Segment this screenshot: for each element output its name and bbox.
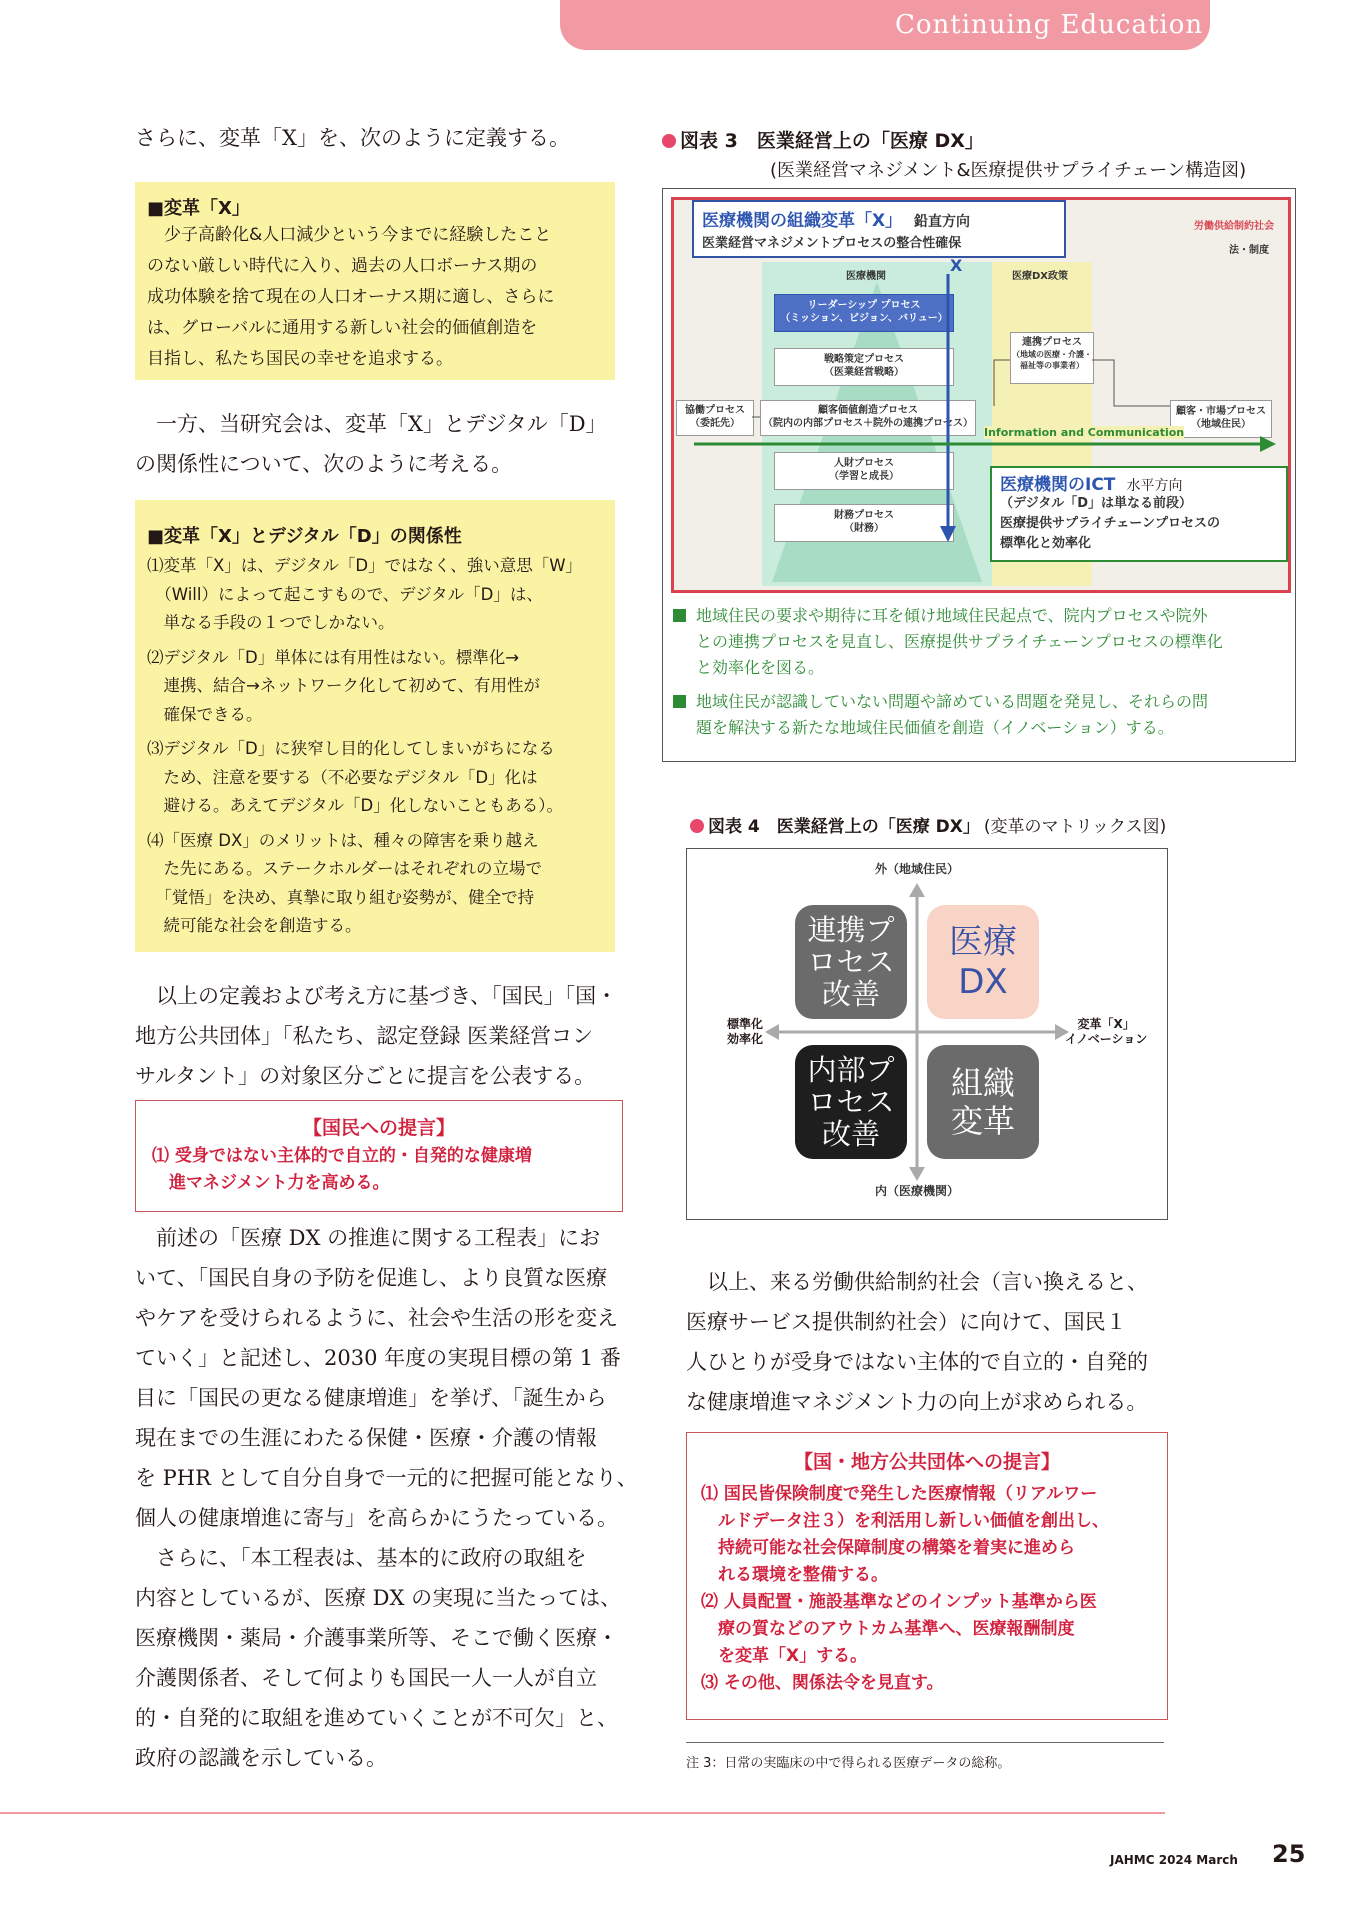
- text-line: 地方公共団体」「私たち、認定登録 医業経営コン: [135, 1024, 594, 1048]
- dx-policy-label: 医療DX政策: [1012, 271, 1069, 282]
- relationship-line: ⑶デジタル「D」に狭窄し目的化してしまいがちになる: [147, 739, 555, 758]
- definition-title: ■変革「X」: [147, 198, 250, 219]
- fig3-note-line: と効率化を図る。: [696, 658, 825, 677]
- axis-top-label: 外（地域住民）: [874, 862, 959, 876]
- leadership-line: リーダーシップ プロセス: [807, 300, 921, 311]
- proposal-line: ⑴ 受身ではない主体的で自立的・自発的な健康増: [152, 1146, 532, 1166]
- org-transform-main: 医療機関の組織変革「X」: [702, 211, 903, 231]
- proposal-line: を変革「X」する。: [701, 1646, 868, 1666]
- org-transform-sub: 医業経営マネジメントプロセスの整合性確保: [702, 236, 962, 251]
- fig4-frame: [686, 848, 1168, 1220]
- text-line: 前述の「医療 DX の推進に関する工程表」にお: [135, 1226, 601, 1250]
- relationship-line: 連携、結合→ネットワーク化して初めて、有用性が: [147, 676, 540, 695]
- definition-line: は、グローバルに通用する新しい社会的価値創造を: [147, 318, 538, 338]
- relationship-title: ■変革「X」とデジタル「D」の関係性: [147, 526, 462, 547]
- proposal-line: 持続可能な社会保障制度の構築を着実に進めら: [701, 1538, 1075, 1558]
- text-line: 現在までの生涯にわたる保健・医療・介護の情報: [135, 1426, 597, 1450]
- collab-line: （委託先）: [690, 418, 740, 429]
- relationship-line: 単なる手段の１つでしかない。: [147, 613, 395, 632]
- finance-line: 財務プロセス: [834, 510, 894, 521]
- hr-line: （学習と成長）: [829, 471, 899, 482]
- strategy-line: 戦略策定プロセス: [824, 354, 904, 365]
- relationship-line: ため、注意を要する（不必要なデジタル「D」化は: [147, 767, 538, 787]
- proposal-line: ルドデータ注３）を利活用し新しい価値を創出し、: [701, 1511, 1109, 1531]
- definition-line: 少子高齢化&人口減少という今までに経験したこと: [147, 225, 552, 245]
- right-paragraph: [686, 1262, 1166, 1422]
- relationship-line: ⑷「医療 DX」のメリットは、種々の障害を乗り越え: [147, 830, 539, 850]
- proposal-line: ⑵ 人員配置・施設基準などのインプット基準から医: [701, 1592, 1097, 1612]
- liaison-line: 連携プロセス: [1022, 337, 1082, 348]
- axis-right-label: [1065, 1017, 1147, 1047]
- footnote: 注 3：日常の実臨床の中で得られる医療データの総称。: [686, 1756, 1011, 1771]
- proposal-line: れる環境を整備する。: [701, 1565, 888, 1585]
- text-line: さらに、「本工程表は、基本的に政府の取組を: [135, 1546, 587, 1570]
- citizen-proposal-title: 【国民への提言】: [302, 1117, 455, 1139]
- text-line: いて、「国民自身の予防を促進し、より良質な医療: [135, 1266, 608, 1290]
- citizen-proposal-lines: [152, 1143, 532, 1197]
- text-line: 以上、来る労働供給制約社会（言い換えると、: [686, 1270, 1148, 1294]
- text-line: 医療機関・薬局・介護事業所等、そこで働く医療・: [135, 1626, 618, 1650]
- collab-line: 協働プロセス: [685, 405, 745, 416]
- quadrant-bottom-right: 組織 変革: [927, 1045, 1039, 1159]
- ict-line: 標準化と効率化: [1000, 536, 1092, 551]
- relationship-line: 続可能な社会を創造する。: [147, 916, 362, 935]
- text-line: ていく」と記述し、2030 年度の実現目標の第 1 番: [135, 1346, 621, 1370]
- text-line: な健康増進マネジメント力の向上が求められる。: [686, 1390, 1148, 1414]
- text-line: やケアを受けられるように、社会や生活の形を変え: [135, 1306, 618, 1330]
- axis-left-label: [727, 1017, 763, 1047]
- axis-left-line: 効率化: [727, 1032, 764, 1046]
- fig3-title-text: 図表 3 医業経営上の「医療 DX」: [680, 130, 984, 152]
- bullet-dot-icon: [662, 134, 676, 148]
- fig3-note-line: 題を解決する新たな地域住民価値を創造（イノベーション）する。: [696, 718, 1174, 737]
- text-line: 一方、当研究会は、変革「X」とデジタル「D」: [135, 412, 607, 436]
- fig3-note: 地域住民の要求や期待に耳を傾け地域住民起点で、院内プロセスや院外: [673, 603, 1223, 629]
- text-line: 個人の健康増進に寄与」を高らかにうたっている。: [135, 1506, 618, 1530]
- fig3-frame: [662, 188, 1296, 762]
- fig3-notes: [673, 603, 1223, 741]
- proposal-line: ⑶ その他、関係法令を見直す。: [701, 1673, 944, 1693]
- green-square-icon: [673, 695, 686, 708]
- quadrant-top-left: 連携プ ロセス 改善: [795, 905, 907, 1019]
- citizen-proposal-box: [135, 1100, 623, 1212]
- fig3-subtitle: (医業経営マネジメント&医療提供サプライチェーン構造図): [770, 160, 1247, 181]
- text-line: 的・自発的に取組を進めていくことが不可欠」と、: [135, 1706, 618, 1730]
- axis-right-line: イノベーション: [1065, 1032, 1148, 1046]
- liaison-line: 福祉等の事業者）: [1020, 361, 1084, 370]
- fig4-subtitle: (変革のマトリックス図): [983, 817, 1167, 837]
- definition-line: 成功体験を捨て現在の人口オーナス期に適し、さらに: [147, 287, 555, 307]
- paragraph-2: [135, 404, 615, 484]
- ict-main: 医療機関のICT: [1000, 475, 1116, 495]
- definition-line: 目指し、私たち国民の幸せを追求する。: [147, 349, 453, 369]
- relationship-line: 確保できる。: [147, 704, 263, 724]
- government-proposal-box: [686, 1432, 1168, 1720]
- ict-box: [990, 466, 1288, 562]
- axis-bottom-label: 内（医療機関）: [874, 1184, 959, 1198]
- government-proposal-title: 【国・地方公共団体への提言】: [793, 1451, 1060, 1473]
- text-line: 政府の認識を示している。: [135, 1746, 387, 1770]
- footer-divider: [0, 1812, 1165, 1814]
- hr-line: 人財プロセス: [834, 458, 894, 469]
- ict-dir: 水平方向: [1126, 478, 1183, 494]
- fig3-title: [662, 126, 984, 153]
- customer-line: 顧客・市場プロセス: [1176, 406, 1266, 417]
- value-line: （院内の内部プロセス＋院外の連携プロセス）: [763, 418, 973, 429]
- axis-right-line: 変革「X」: [1077, 1017, 1135, 1031]
- text-line: 介護関係者、そして何よりも国民一人一人が自立: [135, 1666, 597, 1690]
- leadership-line: （ミッション、ビジョン、バリュー）: [780, 313, 948, 324]
- footnote-divider: [686, 1742, 1164, 1743]
- fig3-diagram: [671, 197, 1291, 593]
- green-square-icon: [673, 609, 686, 622]
- relationship-line: ⑵デジタル「D」単体には有用性はない。標準化→: [147, 647, 520, 667]
- text-line: 以上の定義および考え方に基づき、「国民」「国・: [135, 984, 618, 1008]
- relationship-line: 避ける。あえてデジタル「D」化しないこともある）。: [147, 796, 563, 815]
- definition-box: [135, 182, 615, 380]
- law-label: 法・制度: [1229, 245, 1269, 256]
- ict-line: （デジタル「D」は単なる前段）: [1000, 496, 1193, 511]
- fig4-title: [690, 812, 1166, 837]
- text-line: の関係性について、次のように考える。: [135, 452, 513, 476]
- fig4-title-text: 図表 4 医業経営上の「医療 DX」: [708, 817, 980, 837]
- fig3-note-line: との連携プロセスを見直し、医療提供サプライチェーンプロセスの標準化: [696, 632, 1223, 651]
- info-comm-label: Information and Communication: [984, 426, 1185, 439]
- paragraph-3: [135, 976, 618, 1096]
- definition-lines: [147, 220, 554, 375]
- customer-line: （地域住民）: [1191, 419, 1251, 430]
- value-line: 顧客価値創造プロセス: [818, 405, 918, 416]
- axis-left-line: 標準化: [727, 1017, 764, 1031]
- proposal-line: ⑴ 国民皆保険制度で発生した医療情報（リアルワー: [701, 1484, 1098, 1504]
- proposal-line: 進マネジメント力を高める。: [152, 1173, 390, 1193]
- outer-label: 労働供給制約社会: [1194, 221, 1274, 232]
- fig3-note: 地域住民が認識していない問題や諦めている問題を発見し、それらの問: [673, 689, 1223, 715]
- page-number: 25: [1272, 1840, 1306, 1868]
- text-line: 内容としているが、医療 DX の実現に当たっては、: [135, 1586, 622, 1610]
- proposal-line: 療の質などのアウトカム基準へ、医療報酬制度: [701, 1619, 1075, 1639]
- relationship-line: た先にある。ステークホルダーはそれぞれの立場で: [147, 859, 543, 878]
- text-line: 医療サービス提供制約社会）に向けて、国民１: [686, 1310, 1127, 1334]
- relationship-line: （Will）によって起こすもので、デジタル「D」は、: [147, 584, 543, 604]
- relationship-line: 「覚悟」を決め、真摯に取り組む姿勢が、健全で持: [147, 887, 535, 907]
- relationship-lines: [147, 552, 582, 941]
- hospital-label: 医療機関: [846, 271, 886, 282]
- strategy-line: （医業経営戦略）: [824, 367, 904, 378]
- paragraph-4: [135, 1218, 638, 1778]
- quadrant-bottom-left: 内部プ ロセス 改善: [795, 1045, 907, 1159]
- liaison-line: （地域の医療・介護・: [1012, 350, 1092, 359]
- finance-line: （財務）: [844, 523, 884, 534]
- text-line: 人ひとりが受身ではない主体的で自立的・自発的: [686, 1350, 1148, 1374]
- ict-line: 医療提供サプライチェーンプロセスの: [1000, 516, 1220, 531]
- x-letter: X: [950, 256, 963, 275]
- intro-paragraph: さらに、変革「X」を、次のように定義する。: [135, 126, 570, 150]
- relationship-line: ⑴変革「X」は、デジタル「D」ではなく、強い意思「W」: [147, 556, 583, 575]
- text-line: を PHR として自分自身で一元的に把握可能となり、: [135, 1466, 638, 1490]
- text-line: 目に「国民の更なる健康増進」を挙げ、「誕生から: [135, 1386, 607, 1410]
- text-line: サルタント」の対象区分ごとに提言を公表する。: [135, 1064, 596, 1088]
- journal-label: JAHMC 2024 March: [1110, 1853, 1238, 1867]
- bullet-dot-icon: [690, 819, 704, 833]
- quadrant-top-right: 医療 DX: [927, 905, 1039, 1019]
- section-label: Continuing Education: [895, 10, 1204, 40]
- definition-line: のない厳しい時代に入り、過去の人口ボーナス期の: [147, 256, 538, 276]
- org-transform-dir: 鉛直方向: [914, 214, 971, 230]
- relationship-box: [135, 500, 615, 952]
- government-proposal-lines: [701, 1481, 1109, 1697]
